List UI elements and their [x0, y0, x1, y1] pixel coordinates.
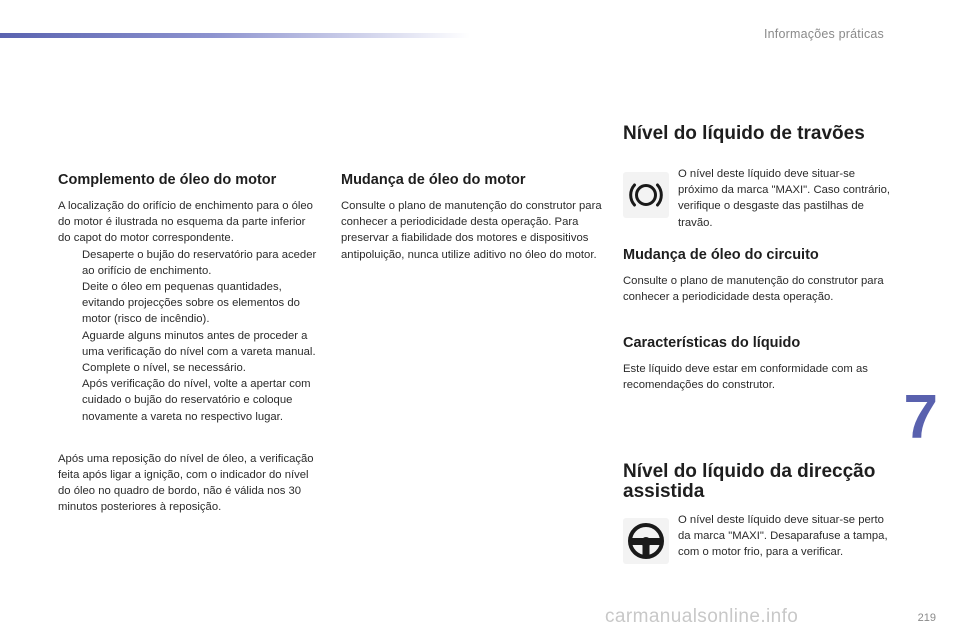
chapter-number: 7: [903, 383, 938, 452]
list-item: Aguarde alguns minutos antes de proceder a uma verificação do nível com a vareta manual.: [82, 329, 316, 358]
column-oil-top-up: [58, 172, 320, 516]
oil-top-up-intro: A localização do orifício de enchimento para o óleo do motor é ilustrada no esquema da parte inferior do capot do motor correspondente.: [58, 200, 313, 245]
heading-power-steering: Nível do líquido da direcção assistida: [623, 460, 876, 502]
brake-fluid-block: [623, 166, 893, 231]
list-item: Após verificação do nível, volte a apertar com cuidado o bujão do reservatório e coloque novamente a vareta no respectivo lugar.: [82, 378, 311, 423]
list-item: Deite o óleo em pequenas quantidades, evitando projecções sobre os elementos do motor (risco de incêndio).: [82, 281, 300, 326]
oil-change-text: Consulte o plano de manutenção do construtor para conhecer a periodicidade desta operação. Para preservar a fiabilidade dos motores e dispositivos antipoluição, nunca utilize aditivo no óleo do motor.: [341, 200, 602, 261]
heading-oil-top-up: Complemento de óleo do motor: [58, 172, 277, 188]
column-fluids: [623, 124, 893, 560]
power-steering-block: [623, 512, 893, 561]
list-item: Desaperte o bujão do reservatório para aceder ao orifício de enchimento.: [82, 248, 317, 277]
list-item: Complete o nível, se necessário.: [82, 362, 246, 375]
fluid-characteristics-text: Este líquido deve estar em conformidade com as recomendações do construtor.: [623, 363, 868, 392]
power-steering-text: O nível deste líquido deve situar-se perto da marca "MAXI". Desaparafuse a tampa, com o motor frio, para a verificar.: [678, 513, 888, 559]
brake-fluid-text: O nível deste líquido deve situar-se próximo da marca "MAXI". Caso contrário, verifique o desgaste das pastilhas de travão.: [678, 168, 891, 229]
steering-wheel-icon: [623, 518, 669, 564]
oil-top-up-steps: [58, 247, 320, 425]
section-title: Informações práticas: [763, 27, 884, 41]
oil-level-note: Após uma reposição do nível de óleo, a verificação feita após ligar a ignição, com o indicador do nível do óleo no quadro de bordo, não é válida nos 30 minutos posteriores à reposição.: [58, 452, 314, 514]
heading-fluid-characteristics: Características do líquido: [623, 335, 801, 352]
brake-warning-icon: [623, 172, 669, 218]
heading-oil-change: Mudança de óleo do motor: [341, 172, 526, 188]
circuit-change-text: Consulte o plano de manutenção do construtor para conhecer a periodicidade desta operação.: [623, 274, 884, 304]
watermark: carmanualsonline.info: [605, 606, 799, 627]
heading-circuit-change: Mudança de óleo do circuito: [623, 246, 819, 263]
heading-brake-fluid: Nível do líquido de travões: [623, 123, 865, 144]
page-number: 219: [917, 612, 936, 624]
header-gradient-bar: [0, 33, 470, 38]
column-oil-change: [341, 172, 603, 263]
